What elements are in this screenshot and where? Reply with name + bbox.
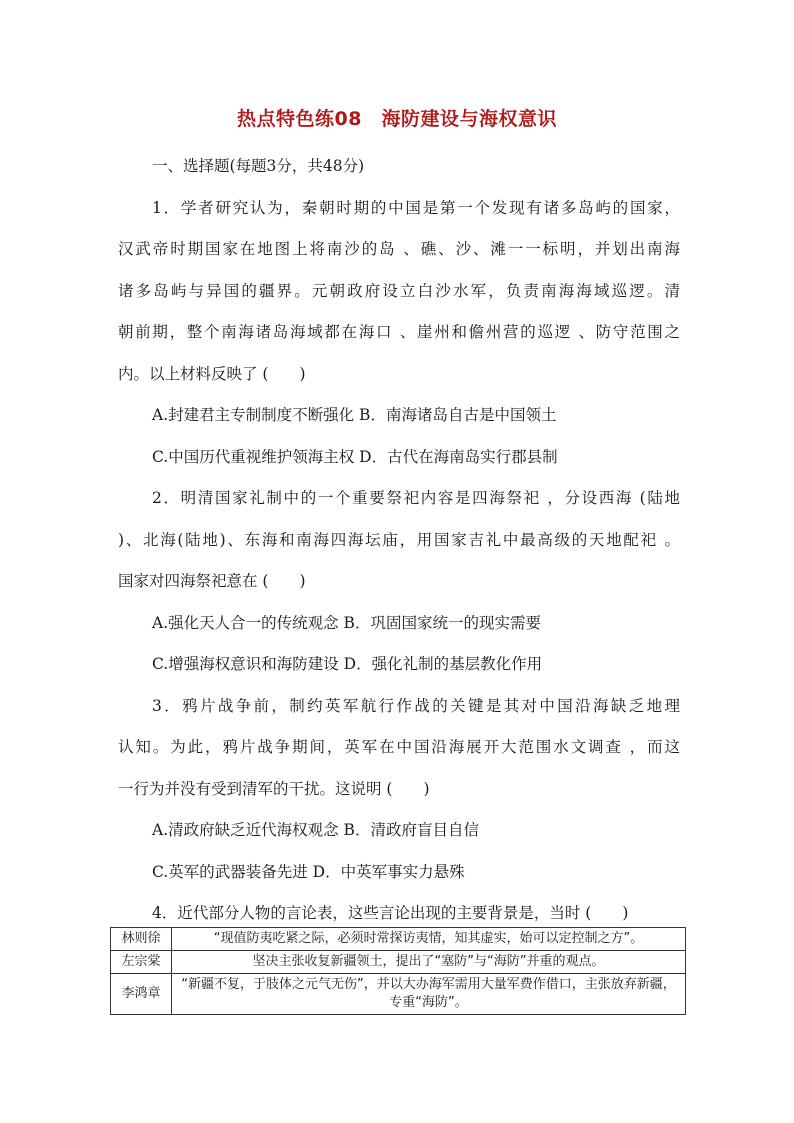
table-row (111, 974, 686, 1015)
question-3-line: 一行为并没有受到清军的干扰。这说明 ( ) (118, 779, 430, 798)
question-3-line: 3．鸦片战争前，制约英军航行作战的关键是其对中国沿海缺乏地理 (152, 696, 680, 715)
table-cell-quote: “新疆不复，于肢体之元气无伤”，并以大办海军需用大量军费作借口，主张放弃新疆，专重“海防”。 (172, 974, 686, 1015)
document-body (118, 146, 680, 935)
table-row (111, 928, 686, 951)
question-2-line: 国家对四海祭祀意在 ( ) (118, 572, 306, 590)
question-2-options-cd: C.增强海权意识和海防建设 D．强化礼制的基层教化作用 (152, 655, 543, 673)
question-1-line: 内。以上材料反映了 ( ) (118, 364, 306, 383)
quote-table (110, 927, 686, 1015)
question-1-options-ab: A.封建君主专制制度不断强化 B．南海诸岛自古是中国领土 (152, 406, 557, 424)
question-1-options-cd: C.中国历代重视维护领海主权 D．古代在海南岛实行郡县制 (152, 447, 558, 466)
question-1-line: 1．学者研究认为，秦朝时期的中国是第一个发现有诸多岛屿的国家， (152, 198, 680, 217)
question-2-options-ab: A.强化天人合一的传统观念 B．巩固国家统一的现实需要 (152, 613, 541, 632)
question-3-options-cd: C.英军的武器装备先进 D．中英军事实力悬殊 (152, 862, 465, 881)
question-2-line: )、北海(陆地)、东海和南海四海坛庙，用国家吉礼中最高级的天地配祀 。 (118, 530, 680, 549)
table-cell-person: 林则徐 (111, 928, 172, 951)
quote-table-wrapper (110, 927, 686, 1015)
question-3-line: 认知。为此，鸦片战争期间，英军在中国沿海展开大范围水文调查 ，而这 (118, 738, 680, 756)
question-3-options-ab: A.清政府缺乏近代海权观念 B．清政府盲目自信 (152, 821, 479, 839)
question-1-line: 诸多岛屿与异国的疆界。元朝政府设立白沙水军，负责南海海域巡逻。清 (118, 281, 680, 300)
table-cell-person: 左宗棠 (111, 951, 172, 974)
table-cell-quote: “现值防夷吃紧之际，必须时常探访夷情，知其虚实，始可以定控制之方”。 (172, 928, 686, 951)
section-heading: 一、选择题(每题3分，共48分) (152, 157, 365, 175)
question-1-line: 汉武帝时期国家在地图上将南沙的岛 、礁、沙、滩一一标明，并划出南海 (118, 240, 680, 258)
document-title: 热点特色练08 海防建设与海权意识 (237, 108, 557, 130)
question-1 (118, 188, 680, 479)
question-3 (118, 686, 680, 894)
table-cell-person: 李鸿章 (111, 974, 172, 1015)
question-2-line: 2．明清国家礼制中的一个重要祭祀内容是四海祭祀 ，分设西海 (陆地 (152, 489, 680, 507)
question-2 (118, 478, 680, 686)
question-1-line: 朝前期，整个南海诸岛海域都在海口 、崖州和儋州营的巡逻 、防守范围之 (118, 323, 680, 341)
table-row (111, 951, 686, 974)
question-4-line: 4．近代部分人物的言论表，这些言论出现的主要背景是，当时 ( ) (152, 904, 629, 922)
table-cell-quote: 坚决主张收复新疆领土，提出了“塞防”与“海防”并重的观点。 (172, 951, 686, 974)
